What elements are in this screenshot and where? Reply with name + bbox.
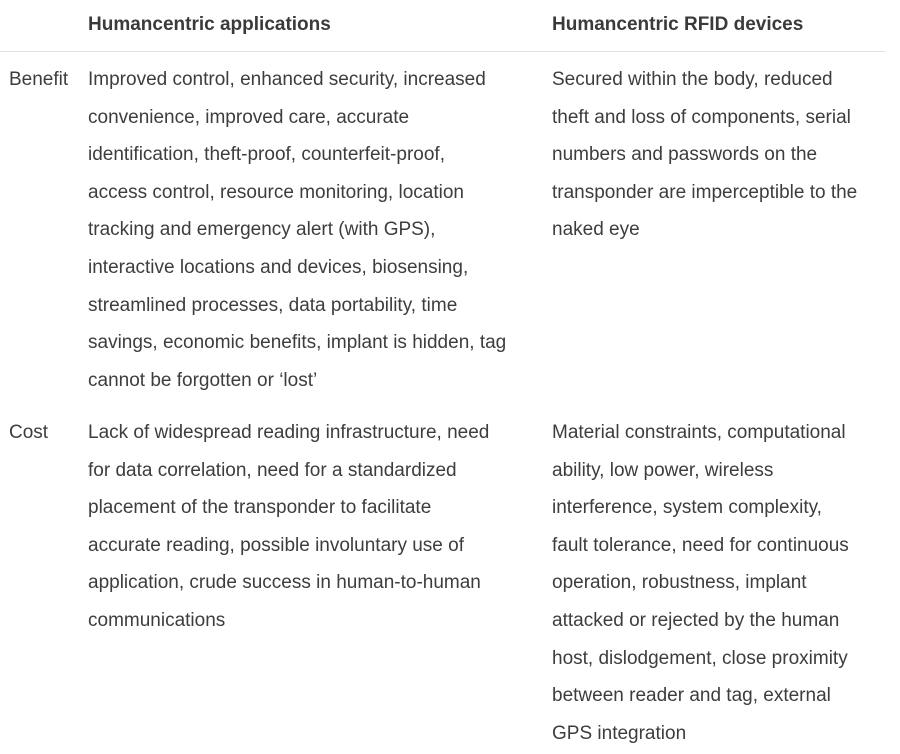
cell-line: between reader and tag, external bbox=[552, 685, 831, 707]
cost-devices-cell bbox=[552, 414, 849, 752]
cell-line: fault tolerance, need for continuous bbox=[552, 534, 849, 556]
cell-line: savings, economic benefits, implant is hidden, tag bbox=[88, 332, 507, 354]
cell-line: accurate reading, possible involuntary use of bbox=[88, 534, 465, 556]
cell-line: numbers and passwords on the bbox=[552, 144, 818, 166]
cell-line: operation, robustness, implant bbox=[552, 572, 807, 594]
header-humancentric-rfid-devices: Humancentric RFID devices bbox=[552, 14, 804, 35]
cell-line: convenience, improved care, accurate bbox=[88, 106, 410, 128]
cell-line: identification, theft-proof, counterfeit-proof, bbox=[88, 144, 445, 166]
row-label-cost: Cost bbox=[9, 422, 49, 443]
cell-line: communications bbox=[88, 609, 226, 631]
cell-line: tracking and emergency alert (with GPS), bbox=[88, 219, 436, 241]
cell-line: Secured within the body, reduced bbox=[552, 69, 833, 90]
cell-line: naked eye bbox=[552, 219, 640, 241]
cell-line: ability, low power, wireless bbox=[552, 459, 774, 481]
header-divider bbox=[0, 51, 886, 52]
cost-applications-cell bbox=[88, 414, 489, 640]
cell-line: Lack of widespread reading infrastructure, need bbox=[88, 422, 490, 443]
cell-line: for data correlation, need for a standardized bbox=[88, 459, 457, 481]
cell-line: streamlined processes, data portability, time bbox=[88, 294, 458, 316]
cell-line: theft and loss of components, serial bbox=[552, 106, 851, 128]
cell-line: GPS integration bbox=[552, 722, 687, 744]
cell-line: interference, system complexity, bbox=[552, 497, 822, 519]
cell-line: attacked or rejected by the human bbox=[552, 609, 840, 631]
benefit-applications-cell bbox=[88, 61, 506, 399]
benefit-devices-cell bbox=[552, 61, 857, 249]
cell-line: Improved control, enhanced security, increased bbox=[88, 69, 486, 90]
cell-line: cannot be forgotten or ‘lost’ bbox=[88, 369, 318, 391]
cell-line: transponder are imperceptible to the bbox=[552, 181, 858, 203]
header-humancentric-applications: Humancentric applications bbox=[88, 14, 331, 35]
cell-line: access control, resource monitoring, location bbox=[88, 181, 464, 203]
cell-line: placement of the transponder to facilitate bbox=[88, 497, 432, 519]
cell-line: host, dislodgement, close proximity bbox=[552, 647, 848, 669]
cell-line: interactive locations and devices, biosensing, bbox=[88, 256, 469, 278]
cell-line: application, crude success in human-to-human bbox=[88, 572, 481, 594]
row-label-benefit: Benefit bbox=[9, 69, 69, 90]
cell-line: Material constraints, computational bbox=[552, 422, 846, 443]
